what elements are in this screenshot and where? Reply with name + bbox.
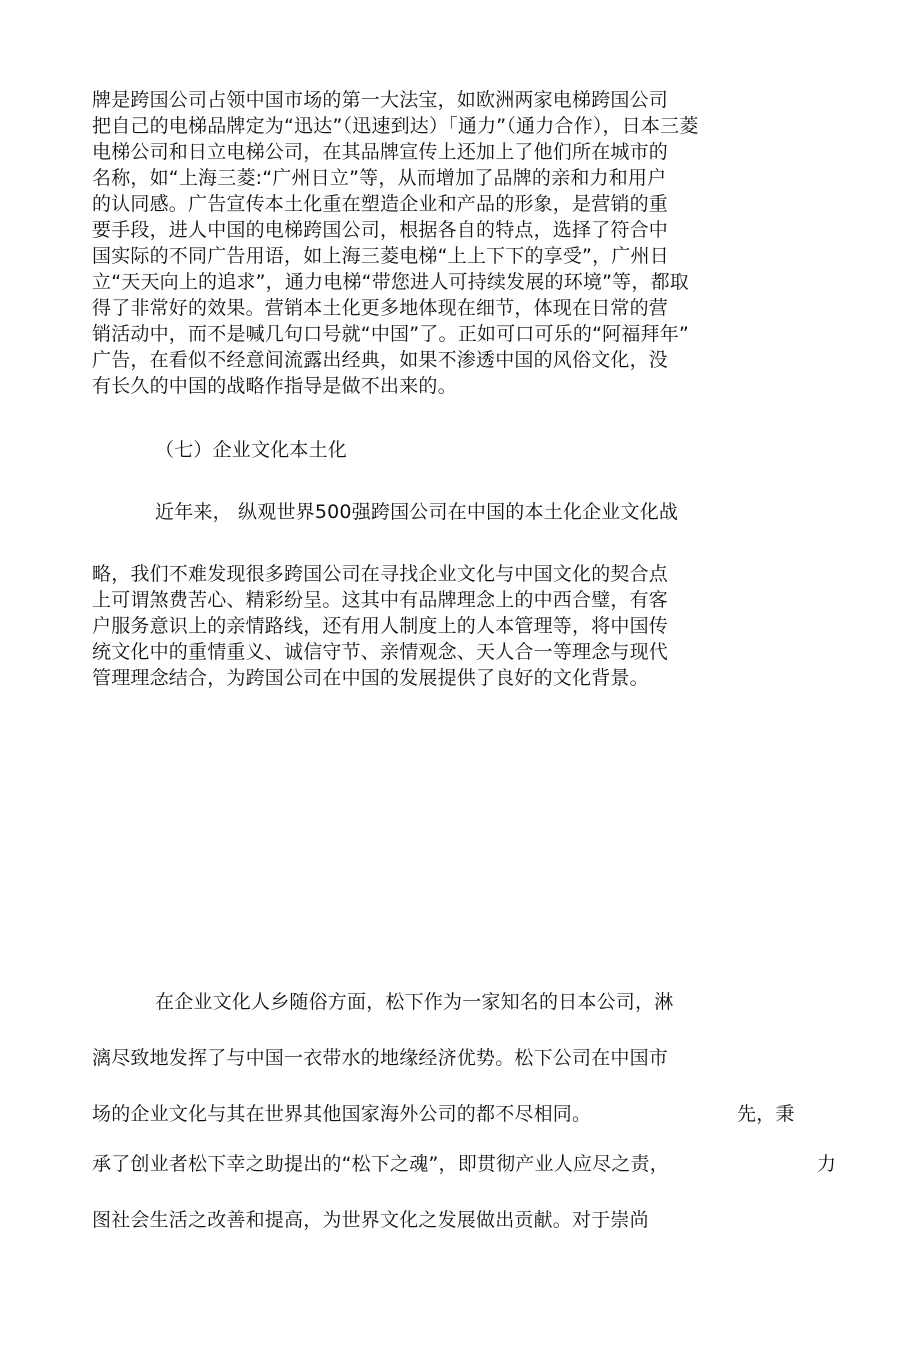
text-line: 户服务意识上的亲情路线，还有用人制度上的人本管理等，将中国传 bbox=[92, 615, 669, 637]
text-line: 电梯公司和日立电梯公司，在其品牌宣传上还加上了他们所在城市的 bbox=[92, 141, 669, 163]
text-line: 销活动中，而不是喊几句口号就“中国”了。正如可口可乐的“阿福拜年” bbox=[92, 323, 689, 345]
text-line: 图社会生活之改善和提高，为世界文化之发展做出贡献。对于崇尚 bbox=[92, 1209, 649, 1231]
text-line: 场的企业文化与其在世界其他国家海外公司的都不尽相同。 bbox=[92, 1103, 592, 1125]
text-line: 得了非常好的效果。营销本土化更多地体现在细节，体现在日常的营 bbox=[92, 297, 669, 319]
section-heading: （七）企业文化本土化 bbox=[155, 439, 348, 461]
text-line: 略，我们不难发现很多跨国公司在寻找企业文化与中国文化的契合点 bbox=[92, 563, 669, 585]
text-line: 立“天天向上的追求”，通力电梯“带您进人可持续发展的环境”等，都取 bbox=[92, 271, 689, 293]
text-fragment: 力 bbox=[817, 1153, 837, 1175]
text-line: 牌是跨国公司占领中国市场的第一大法宝，如欧洲两家电梯跨国公司 bbox=[92, 89, 669, 111]
text-line: 漓尽致地发挥了与中国一衣带水的地缘经济优势。松下公司在中国市 bbox=[92, 1047, 669, 1069]
text-line: 国实际的不同广告用语，如上海三菱电梯“上上下下的享受”，广州日 bbox=[92, 245, 669, 267]
text-line: 要手段，进人中国的电梯跨国公司，根据各自的特点，选择了符合中 bbox=[92, 219, 669, 241]
text-line: 在企业文化人乡随俗方面，松下作为一家知名的日本公司，淋 bbox=[155, 991, 674, 1013]
text-line: 名称，如“上海三菱:“广州日立”等，从而增加了品牌的亲和力和用户 bbox=[92, 167, 667, 189]
text-line: 把自己的电梯品牌定为“迅达”（迅速到达）「通力”（通力合作），日本三菱 bbox=[92, 115, 699, 137]
text-line: 有长久的中国的战略作指导是做不出来的。 bbox=[92, 375, 457, 397]
text-line: 上可谓煞费苦心、精彩纷呈。这其中有品牌理念上的中西合璧，有客 bbox=[92, 589, 669, 611]
text-line: 的认同感。广告宣传本土化重在塑造企业和产品的形象，是营销的重 bbox=[92, 193, 669, 215]
text-line: 近年来， 纵观世界500强跨国公司在中国的本土化企业文化战 bbox=[155, 501, 679, 523]
text-line: 管理理念结合，为跨国公司在中国的发展提供了良好的文化背景。 bbox=[92, 667, 649, 689]
text-fragment: 先，秉 bbox=[737, 1103, 795, 1125]
text-line: 统文化中的重情重义、诚信守节、亲情观念、天人合一等理念与现代 bbox=[92, 641, 669, 663]
text-line: 广告，在看似不经意间流露出经典，如果不渗透中国的风俗文化，没 bbox=[92, 349, 669, 371]
text-line: 承了创业者松下幸之助提出的“松下之魂”，即贯彻产业人应尽之责， bbox=[92, 1153, 669, 1175]
